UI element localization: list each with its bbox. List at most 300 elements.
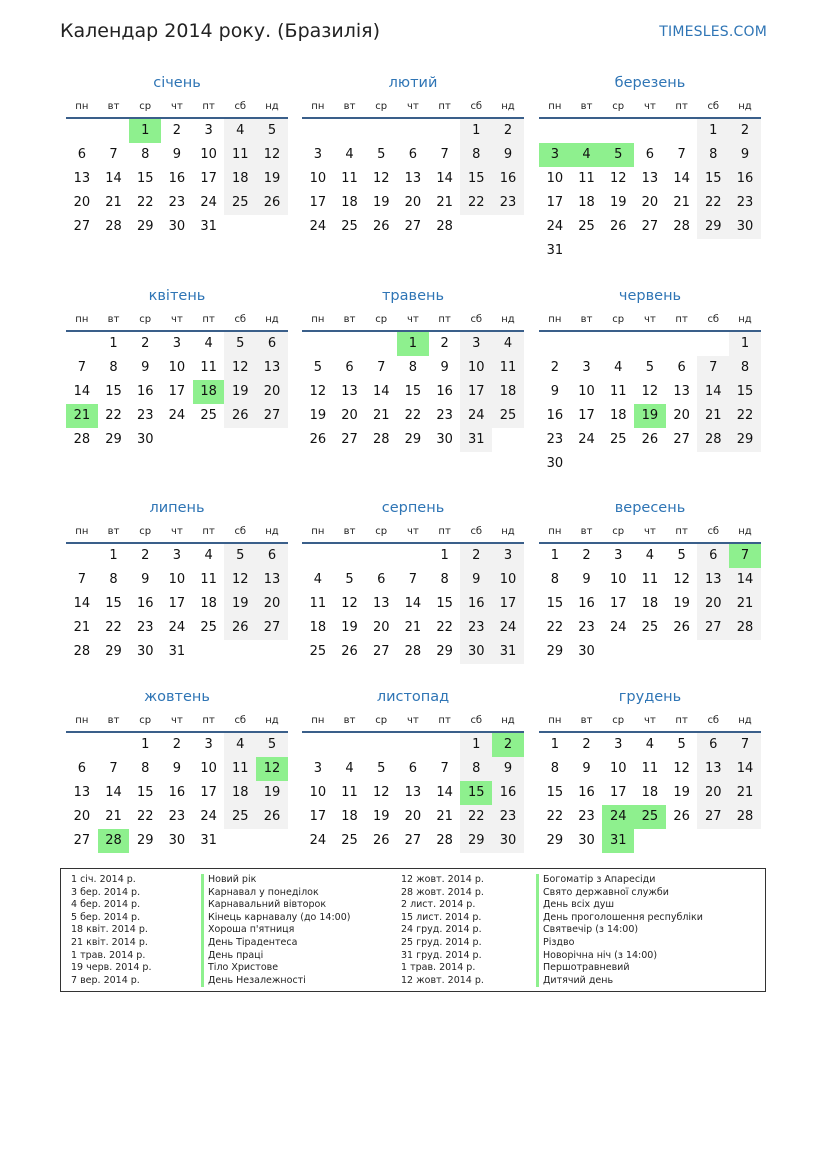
day-cell: 21 bbox=[404, 620, 422, 635]
day-cell: 8 bbox=[550, 761, 559, 776]
holiday-day-cell: 24 bbox=[602, 805, 634, 829]
weekday-label: нд bbox=[501, 526, 515, 537]
weekday-label: нд bbox=[501, 715, 515, 726]
weekday-label: ср bbox=[139, 526, 152, 537]
day-cell: 24 bbox=[492, 616, 524, 640]
day-cell: 4 bbox=[492, 332, 524, 356]
month-days bbox=[539, 544, 761, 664]
day-cell: 10 bbox=[609, 572, 627, 587]
day-cell: 26 bbox=[372, 219, 390, 234]
day-cell: 13 bbox=[372, 596, 390, 611]
day-cell: 4 bbox=[345, 761, 354, 776]
day-cell: 9 bbox=[729, 143, 761, 167]
day-cell: 7 bbox=[77, 360, 86, 375]
day-cell: 11 bbox=[641, 572, 659, 587]
weekday-label: вт bbox=[343, 314, 356, 325]
day-cell: 12 bbox=[641, 384, 659, 399]
day-cell: 26 bbox=[609, 219, 627, 234]
legend-holiday-date: 5 бер. 2014 р. bbox=[71, 911, 141, 923]
day-cell: 28 bbox=[73, 432, 91, 447]
day-cell: 27 bbox=[341, 432, 358, 447]
weekday-label: нд bbox=[265, 715, 279, 726]
day-cell: 25 bbox=[341, 219, 358, 234]
day-cell: 30 bbox=[546, 456, 564, 471]
day-cell: 16 bbox=[578, 785, 595, 800]
day-cell: 30 bbox=[436, 432, 453, 447]
weekday-label: сб bbox=[707, 314, 720, 325]
month-name: лютий bbox=[388, 75, 438, 91]
day-cell: 6 bbox=[377, 572, 386, 587]
day-cell: 28 bbox=[73, 644, 91, 659]
weekday-label: пн bbox=[311, 715, 325, 726]
day-cell: 13 bbox=[673, 384, 690, 399]
weekday-label: вт bbox=[107, 715, 120, 726]
legend-holiday-name: Свято державної служби bbox=[536, 887, 703, 900]
day-cell: 28 bbox=[729, 616, 761, 640]
day-cell: 25 bbox=[200, 620, 217, 635]
weekday-label: ср bbox=[375, 715, 388, 726]
day-cell: 13 bbox=[697, 757, 729, 781]
day-cell: 8 bbox=[141, 761, 150, 776]
day-cell: 27 bbox=[673, 432, 690, 447]
weekday-label: пн bbox=[75, 101, 89, 112]
weekday-label: пн bbox=[548, 715, 562, 726]
day-cell: 19 bbox=[224, 592, 256, 616]
day-cell: 10 bbox=[578, 384, 595, 399]
weekday-label: вт bbox=[343, 715, 356, 726]
day-cell: 16 bbox=[168, 785, 186, 800]
weekday-header bbox=[302, 97, 524, 119]
empty-cell bbox=[66, 332, 98, 356]
day-cell: 26 bbox=[224, 404, 256, 428]
weekday-label: пн bbox=[311, 526, 325, 537]
day-cell: 15 bbox=[105, 384, 122, 399]
empty-cell bbox=[397, 544, 429, 568]
weekday-label: чт bbox=[644, 715, 656, 726]
day-cell: 26 bbox=[673, 620, 690, 635]
weekday-label: чт bbox=[171, 314, 183, 325]
day-cell: 10 bbox=[200, 761, 217, 776]
month-5 bbox=[302, 285, 524, 452]
day-cell: 31 bbox=[200, 833, 217, 848]
day-cell: 22 bbox=[404, 408, 422, 423]
day-cell: 11 bbox=[641, 761, 659, 776]
day-cell: 22 bbox=[136, 809, 154, 824]
day-cell: 16 bbox=[729, 167, 761, 191]
day-cell: 10 bbox=[460, 356, 492, 380]
day-cell: 17 bbox=[168, 384, 186, 399]
day-cell: 16 bbox=[136, 384, 154, 399]
weekday-label: пн bbox=[548, 526, 562, 537]
empty-cell bbox=[634, 332, 666, 356]
month-days bbox=[66, 119, 288, 239]
legend-holiday-date: 21 квіт. 2014 р. bbox=[71, 936, 148, 948]
day-cell: 4 bbox=[224, 119, 256, 143]
day-cell: 14 bbox=[729, 568, 761, 592]
empty-cell bbox=[302, 544, 334, 568]
day-cell: 7 bbox=[109, 147, 118, 162]
day-cell: 29 bbox=[546, 644, 564, 659]
day-cell: 25 bbox=[200, 408, 217, 423]
day-cell: 10 bbox=[168, 572, 186, 587]
weekday-label: пн bbox=[75, 715, 89, 726]
legend-holiday-date: 3 бер. 2014 р. bbox=[71, 886, 141, 898]
day-cell: 9 bbox=[492, 143, 524, 167]
day-cell: 3 bbox=[492, 544, 524, 568]
weekday-label: сб bbox=[470, 314, 483, 325]
day-cell: 4 bbox=[645, 548, 655, 563]
day-cell: 8 bbox=[729, 356, 761, 380]
empty-cell bbox=[571, 332, 603, 356]
empty-cell bbox=[66, 733, 98, 757]
day-cell: 15 bbox=[136, 785, 154, 800]
day-cell: 6 bbox=[408, 147, 418, 162]
day-cell: 29 bbox=[105, 644, 122, 659]
page-title: Календар 2014 року. (Бразилія) bbox=[60, 20, 381, 42]
weekday-label: ср bbox=[612, 101, 625, 112]
empty-cell bbox=[602, 119, 634, 143]
day-cell: 16 bbox=[546, 408, 564, 423]
day-cell: 6 bbox=[77, 147, 86, 162]
day-cell: 4 bbox=[345, 147, 354, 162]
empty-cell bbox=[66, 119, 98, 143]
weekday-label: пт bbox=[202, 314, 215, 325]
day-cell: 6 bbox=[645, 147, 655, 162]
legend-holiday-name: Кінець карнавалу (до 14:00) bbox=[201, 912, 350, 925]
day-cell: 30 bbox=[492, 829, 524, 853]
day-cell: 29 bbox=[136, 219, 154, 234]
empty-cell bbox=[98, 119, 130, 143]
day-cell: 15 bbox=[404, 384, 422, 399]
weekday-label: ср bbox=[139, 715, 152, 726]
legend-holiday-date: 12 жовт. 2014 р. bbox=[401, 874, 484, 885]
day-cell: 13 bbox=[73, 785, 91, 800]
legend-holiday-name: Хороша п'ятниця bbox=[201, 924, 350, 937]
legend-holiday-name: День Тірадентеса bbox=[201, 937, 350, 950]
weekday-header bbox=[539, 711, 761, 733]
legend-holiday-name: День праці bbox=[201, 950, 350, 963]
day-cell: 3 bbox=[172, 336, 182, 351]
day-cell: 30 bbox=[578, 644, 595, 659]
day-cell: 3 bbox=[614, 548, 623, 563]
weekday-label: вт bbox=[580, 715, 593, 726]
weekday-label: ср bbox=[612, 715, 625, 726]
day-cell: 6 bbox=[256, 544, 288, 568]
day-cell: 13 bbox=[256, 568, 288, 592]
weekday-label: вт bbox=[107, 314, 120, 325]
day-cell: 28 bbox=[697, 428, 729, 452]
day-cell: 30 bbox=[460, 640, 492, 664]
month-days bbox=[302, 119, 524, 239]
day-cell: 31 bbox=[460, 428, 492, 452]
day-cell: 19 bbox=[609, 195, 627, 210]
month-9 bbox=[539, 497, 761, 664]
day-cell: 17 bbox=[168, 596, 186, 611]
empty-cell bbox=[302, 119, 334, 143]
weekday-label: пт bbox=[438, 314, 451, 325]
day-cell: 11 bbox=[609, 384, 627, 399]
day-cell: 15 bbox=[436, 596, 453, 611]
day-cell: 16 bbox=[436, 384, 453, 399]
day-cell: 28 bbox=[436, 219, 453, 234]
weekday-label: пт bbox=[202, 101, 215, 112]
day-cell: 3 bbox=[204, 123, 213, 138]
weekday-label: вт bbox=[107, 101, 120, 112]
day-cell: 28 bbox=[436, 833, 453, 848]
day-cell: 25 bbox=[578, 219, 595, 234]
day-cell: 20 bbox=[372, 620, 390, 635]
day-cell: 2 bbox=[172, 123, 182, 138]
legend-holiday-date: 7 вер. 2014 р. bbox=[71, 974, 140, 986]
day-cell: 3 bbox=[172, 548, 182, 563]
day-cell: 26 bbox=[673, 809, 690, 824]
day-cell: 10 bbox=[492, 568, 524, 592]
empty-cell bbox=[539, 119, 571, 143]
day-cell: 31 bbox=[546, 243, 564, 258]
day-cell: 20 bbox=[404, 195, 422, 210]
day-cell: 10 bbox=[309, 785, 327, 800]
day-cell: 29 bbox=[436, 644, 453, 659]
weekday-label: чт bbox=[407, 715, 419, 726]
day-cell: 3 bbox=[313, 761, 322, 776]
day-cell: 10 bbox=[609, 761, 627, 776]
month-days bbox=[66, 544, 288, 664]
empty-cell bbox=[334, 733, 366, 757]
weekday-label: чт bbox=[171, 526, 183, 537]
weekday-label: ср bbox=[612, 314, 625, 325]
day-cell: 18 bbox=[341, 809, 358, 824]
month-name: червень bbox=[618, 288, 682, 304]
legend-holiday-name: Богоматір з Апаресіди bbox=[536, 874, 703, 887]
legend-holiday-date: 25 груд. 2014 р. bbox=[401, 936, 482, 948]
day-cell: 8 bbox=[141, 147, 150, 162]
legend-holiday-date: 31 груд. 2014 р. bbox=[401, 949, 482, 961]
weekday-label: пт bbox=[675, 314, 688, 325]
day-cell: 3 bbox=[614, 737, 623, 752]
day-cell: 13 bbox=[341, 384, 358, 399]
day-cell: 27 bbox=[404, 219, 422, 234]
weekday-label: пт bbox=[675, 715, 688, 726]
day-cell: 6 bbox=[256, 332, 288, 356]
legend-holiday-name: Карнавальний вівторок bbox=[201, 899, 350, 912]
day-cell: 23 bbox=[168, 809, 186, 824]
day-cell: 6 bbox=[408, 761, 418, 776]
day-cell: 24 bbox=[168, 620, 186, 635]
day-cell: 29 bbox=[697, 215, 729, 239]
day-cell: 26 bbox=[341, 644, 358, 659]
day-cell: 23 bbox=[436, 408, 453, 423]
day-cell: 22 bbox=[729, 404, 761, 428]
day-cell: 14 bbox=[105, 785, 122, 800]
holiday-day-cell: 5 bbox=[602, 143, 634, 167]
day-cell: 7 bbox=[697, 356, 729, 380]
day-cell: 22 bbox=[460, 191, 492, 215]
weekday-label: пн bbox=[311, 101, 325, 112]
day-cell: 9 bbox=[492, 757, 524, 781]
day-cell: 6 bbox=[697, 733, 729, 757]
weekday-label: вт bbox=[107, 526, 120, 537]
day-cell: 16 bbox=[492, 781, 524, 805]
weekday-header bbox=[66, 522, 288, 544]
month-days bbox=[302, 332, 524, 452]
day-cell: 3 bbox=[460, 332, 492, 356]
day-cell: 14 bbox=[436, 785, 453, 800]
weekday-label: пн bbox=[311, 314, 325, 325]
legend-holiday-date: 4 бер. 2014 р. bbox=[71, 899, 141, 911]
weekday-label: нд bbox=[265, 314, 279, 325]
day-cell: 21 bbox=[436, 195, 453, 210]
day-cell: 16 bbox=[168, 171, 186, 186]
day-cell: 25 bbox=[224, 805, 256, 829]
day-cell: 13 bbox=[641, 171, 659, 186]
day-cell: 21 bbox=[673, 195, 690, 210]
day-cell: 31 bbox=[168, 644, 186, 659]
day-cell: 26 bbox=[256, 805, 288, 829]
day-cell: 1 bbox=[109, 336, 118, 351]
day-cell: 26 bbox=[256, 191, 288, 215]
day-cell: 27 bbox=[641, 219, 659, 234]
day-cell: 4 bbox=[313, 572, 322, 587]
weekday-label: нд bbox=[738, 526, 752, 537]
weekday-header bbox=[66, 97, 288, 119]
empty-cell bbox=[334, 119, 366, 143]
day-cell: 27 bbox=[73, 833, 91, 848]
holiday-day-cell: 3 bbox=[539, 143, 571, 167]
day-cell: 14 bbox=[73, 384, 91, 399]
day-cell: 24 bbox=[200, 809, 217, 824]
holiday-day-cell: 25 bbox=[634, 805, 666, 829]
day-cell: 8 bbox=[109, 360, 118, 375]
day-cell: 21 bbox=[436, 809, 453, 824]
holiday-day-cell: 21 bbox=[66, 404, 98, 428]
weekday-label: нд bbox=[738, 314, 752, 325]
day-cell: 21 bbox=[73, 620, 91, 635]
day-cell: 4 bbox=[645, 737, 655, 752]
day-cell: 28 bbox=[105, 219, 122, 234]
day-cell: 8 bbox=[550, 572, 559, 587]
day-cell: 18 bbox=[309, 620, 327, 635]
holiday-legend bbox=[60, 868, 766, 992]
weekday-label: пт bbox=[675, 101, 688, 112]
day-cell: 29 bbox=[546, 833, 564, 848]
day-cell: 13 bbox=[697, 568, 729, 592]
legend-holiday-date: 1 січ. 2014 р. bbox=[71, 874, 136, 885]
site-link[interactable]: TIMESLES.COM bbox=[659, 24, 767, 40]
day-cell: 1 bbox=[460, 119, 492, 143]
day-cell: 9 bbox=[582, 761, 591, 776]
empty-cell bbox=[365, 332, 397, 356]
day-cell: 19 bbox=[372, 809, 390, 824]
day-cell: 30 bbox=[168, 219, 186, 234]
day-cell: 9 bbox=[141, 360, 150, 375]
day-cell: 14 bbox=[436, 171, 453, 186]
day-cell: 5 bbox=[224, 332, 256, 356]
day-cell: 11 bbox=[492, 356, 524, 380]
empty-cell bbox=[429, 733, 461, 757]
legend-holiday-name: День Незалежності bbox=[201, 975, 350, 988]
day-cell: 24 bbox=[200, 195, 217, 210]
day-cell: 24 bbox=[309, 833, 327, 848]
day-cell: 6 bbox=[697, 544, 729, 568]
day-cell: 3 bbox=[313, 147, 322, 162]
day-cell: 9 bbox=[172, 147, 182, 162]
day-cell: 23 bbox=[546, 432, 564, 447]
day-cell: 18 bbox=[224, 167, 256, 191]
day-cell: 20 bbox=[673, 408, 690, 423]
legend-holiday-name: Тіло Христове bbox=[201, 962, 350, 975]
day-cell: 8 bbox=[109, 572, 118, 587]
day-cell: 20 bbox=[256, 380, 288, 404]
day-cell: 22 bbox=[436, 620, 453, 635]
legend-holiday-name: Новий рік bbox=[201, 874, 350, 887]
day-cell: 20 bbox=[697, 781, 729, 805]
day-cell: 30 bbox=[578, 833, 595, 848]
weekday-label: сб bbox=[234, 526, 247, 537]
empty-cell bbox=[302, 733, 334, 757]
day-cell: 3 bbox=[204, 737, 213, 752]
day-cell: 13 bbox=[404, 785, 422, 800]
day-cell: 11 bbox=[578, 171, 595, 186]
day-cell: 22 bbox=[136, 195, 154, 210]
day-cell: 21 bbox=[729, 781, 761, 805]
day-cell: 10 bbox=[168, 360, 186, 375]
day-cell: 22 bbox=[460, 805, 492, 829]
day-cell: 14 bbox=[404, 596, 422, 611]
weekday-header bbox=[66, 310, 288, 332]
day-cell: 16 bbox=[136, 596, 154, 611]
day-cell: 15 bbox=[136, 171, 154, 186]
day-cell: 9 bbox=[172, 761, 182, 776]
day-cell: 9 bbox=[550, 384, 559, 399]
day-cell: 8 bbox=[460, 757, 492, 781]
legend-left-names bbox=[201, 874, 350, 987]
day-cell: 28 bbox=[673, 219, 690, 234]
month-name: жовтень bbox=[144, 689, 210, 705]
day-cell: 29 bbox=[729, 428, 761, 452]
legend-holiday-name: Карнавал у понеділок bbox=[201, 887, 350, 900]
empty-cell bbox=[571, 119, 603, 143]
day-cell: 2 bbox=[729, 119, 761, 143]
empty-cell bbox=[302, 332, 334, 356]
day-cell: 25 bbox=[309, 644, 327, 659]
day-cell: 27 bbox=[256, 404, 288, 428]
day-cell: 11 bbox=[309, 596, 327, 611]
day-cell: 1 bbox=[697, 119, 729, 143]
empty-cell bbox=[634, 119, 666, 143]
holiday-day-cell: 7 bbox=[729, 544, 761, 568]
day-cell: 7 bbox=[77, 572, 86, 587]
month-3 bbox=[539, 72, 761, 263]
day-cell: 22 bbox=[546, 620, 564, 635]
weekday-label: сб bbox=[707, 526, 720, 537]
day-cell: 8 bbox=[440, 572, 449, 587]
weekday-label: чт bbox=[407, 314, 419, 325]
weekday-label: сб bbox=[234, 715, 247, 726]
day-cell: 27 bbox=[256, 616, 288, 640]
day-cell: 27 bbox=[697, 805, 729, 829]
day-cell: 4 bbox=[224, 733, 256, 757]
day-cell: 11 bbox=[224, 143, 256, 167]
day-cell: 4 bbox=[204, 336, 213, 351]
weekday-label: нд bbox=[265, 526, 279, 537]
day-cell: 20 bbox=[404, 809, 422, 824]
month-4 bbox=[66, 285, 288, 452]
day-cell: 13 bbox=[256, 356, 288, 380]
weekday-label: пт bbox=[202, 526, 215, 537]
day-cell: 11 bbox=[200, 360, 217, 375]
month-days bbox=[539, 119, 761, 263]
day-cell: 11 bbox=[341, 785, 358, 800]
